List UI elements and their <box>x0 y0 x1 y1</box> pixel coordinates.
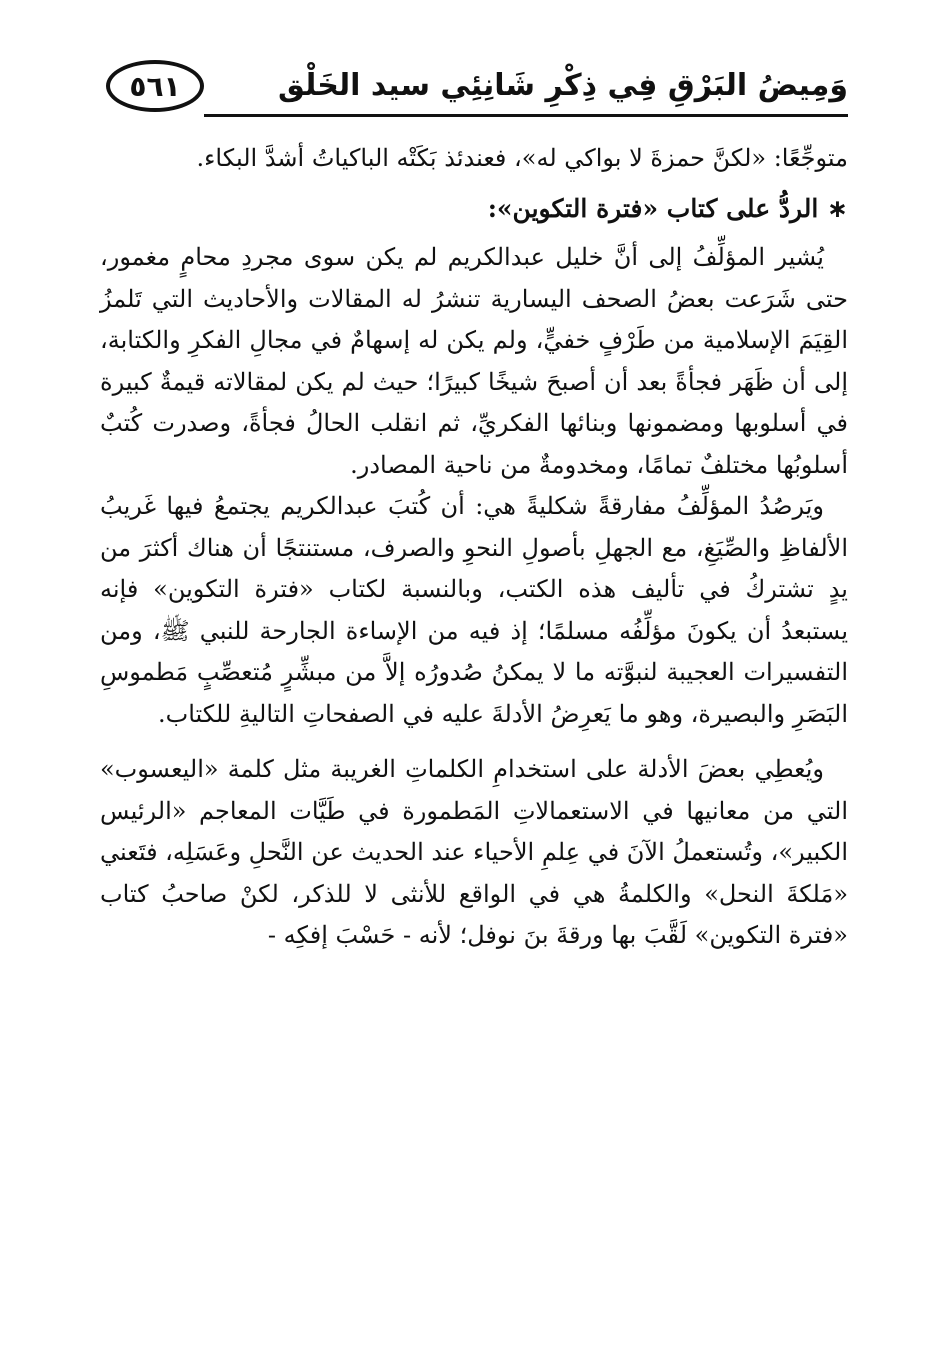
star-icon: ∗ <box>827 193 848 223</box>
section-heading-text: الردُّ على كتاب «فترة التكوين»: <box>487 193 819 223</box>
paragraph-3: ويُعطِي بعضَ الأدلة على استخدامِ الكلماتِ الغريبة مثل كلمة «اليعسوب» التي من معانيها في الاستعمالاتِ المَطمورة في طَيَّات المعاجم «الرئيس الكبير»، وتُستعملُ الآنَ في عِلمِ الأحياء عند الحديث عن النَّحلِ وعَسَلِه، فتَعني «مَلكةَ النحل» والكلمةُ هي في الواقع للأنثى لا للذكر، لكنْ صاحبُ كتاب «فترة التكوين» لَقَّبَ بها ورقةَ بنَ نوفل؛ لأنه - حَسْبَ إفكِه - <box>100 755 848 949</box>
page-body <box>100 138 848 957</box>
paragraph-2: ويَرصُدُ المؤلِّفُ مفارقةً شكليةً هي: أن كُتبَ عبدالكريم يجتمعُ فيها غَريبُ الألفاظِ والصِّيَغِ، مع الجهلِ بأصولِ النحوِ والصرف، مستنتجًا أن هناك أكثرَ من يدٍ تشتركُ في تأليف هذه الكتب، وبالنسبة لكتاب «فترة التكوين» فإنه يستبعدُ أن يكونَ مؤلِّفُه مسلمًا؛ إذ فيه من الإساءة الجارحة للنبي ﷺ، ومن التفسيرات العجيبة لنبوَّته ما لا يمكنُ صُدورُه إلاَّ من مبشِّرٍ مُتعصِّبٍ مَطموسِ البَصَرِ والبصيرة، وهو ما يَعرِضُ الأدلةَ عليه في الصفحاتِ التاليةِ للكتاب. <box>100 492 848 728</box>
intro-line: متوجِّعًا: «لكنَّ حمزةَ لا بواكي له»، فعندئذ بَكَتْه الباكياتُ أشدَّ البكاء. <box>196 144 848 172</box>
page-header <box>100 50 848 120</box>
header-divider <box>204 114 848 117</box>
page-number-badge <box>106 60 204 112</box>
paragraph-1: يُشير المؤلِّفُ إلى أنَّ خليل عبدالكريم لم يكن سوى مجردِ محامٍ مغمور، حتى شَرَعت بعضُ الصحف اليسارية تنشرُ له المقالات والأحاديث التي تَلمزُ القِيَمَ الإسلامية من طَرْفٍ خفيٍّ، ولم يكن له إسهامٌ في مجالِ الفكرِ والكتابة، إلى أن ظَهَر فجأةً بعد أن أصبحَ شيخًا كبيرًا؛ حيث لم يكن لمقالاته قيمةٌ كبيرة في أسلوبها ومضمونها وبنائها الفكريِّ، ثم انقلب الحالُ فجأةً، وصدرت كُتبٌ أسلوبُها مختلفٌ تمامًا، ومخدومةٌ من ناحية المصادر. <box>100 243 848 479</box>
page-number: ٥٦١ <box>129 69 181 103</box>
section-heading <box>100 188 848 230</box>
running-title: وَمِيضُ البَرْقِ فِي ذِكْرِ شَانِئِي سيد الخَلْق <box>278 68 848 103</box>
